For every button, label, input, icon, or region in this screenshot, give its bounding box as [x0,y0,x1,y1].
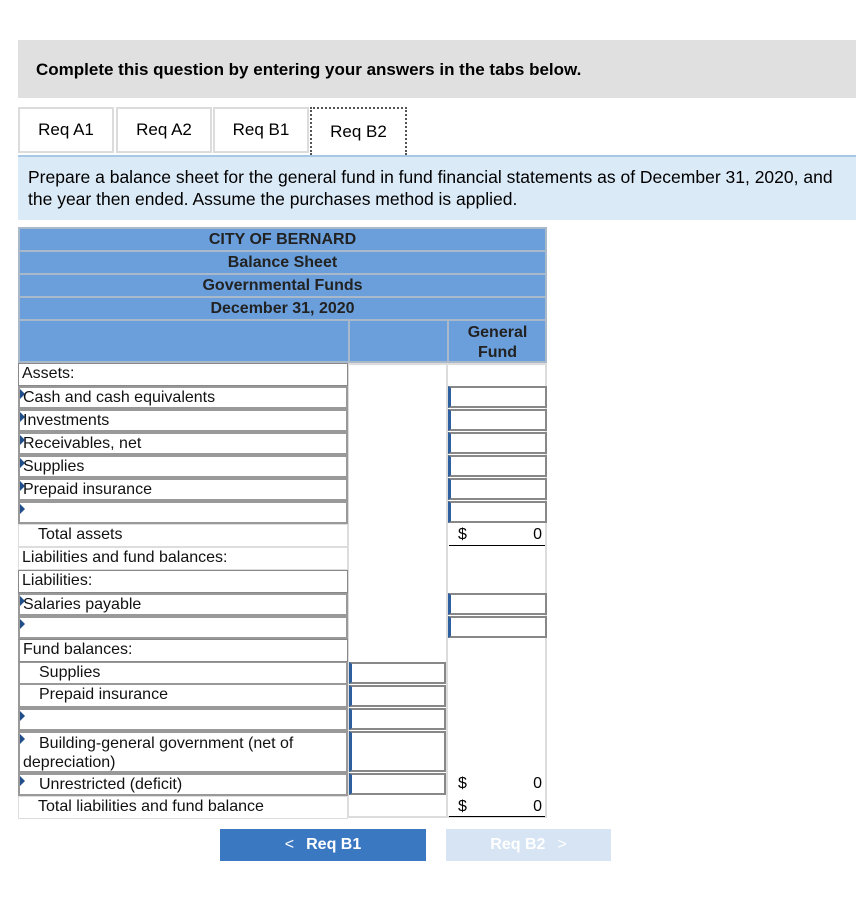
total-liab-value: 0 [533,798,542,815]
column-header-row [18,319,547,363]
blank-liability-amount-input[interactable] [448,616,547,638]
cash-amount-input[interactable] [448,386,547,408]
question-instructions: Prepare a balance sheet for the general fund in fund financial statements as of December 31, 2020, and the year then ended. Assume the purchases method is applied. [18,157,856,220]
investments-dropdown-marker [20,412,25,422]
blank-liability-dropdown-marker [20,619,25,629]
fb-prepaid-label: Prepaid insurance [18,685,348,708]
receivables-row-label[interactable]: Receivables, net [18,432,348,455]
blank-fund-row-label[interactable] [18,708,348,731]
tab-req-b2[interactable]: Req B2 [310,107,407,155]
statement-date: December 31, 2020 [18,296,547,321]
prev-req-label: Req B1 [306,836,362,853]
unrestricted-currency: $ [458,775,467,792]
tab-req-a1[interactable]: Req A1 [18,107,114,153]
next-req-label: Req B2 [490,836,546,853]
fb-supplies-label: Supplies [18,662,348,685]
unrestricted-amount-input[interactable] [349,773,446,795]
fund-balances-heading: Fund balances: [18,639,348,662]
total-assets-value: 0 [533,526,542,543]
blank-asset-row-label[interactable] [18,501,348,524]
prepaid-row-label[interactable]: Prepaid insurance [18,478,348,501]
liab-fund-heading: Liabilities and fund balances: [18,547,348,570]
fb-prepaid-amount-input[interactable] [349,685,446,707]
assets-heading: Assets: [18,363,348,386]
general-fund-header [450,323,545,363]
supplies-row-label[interactable]: Supplies [18,455,348,478]
tab-req-a2[interactable]: Req A2 [116,107,212,153]
prepaid-amount-input[interactable] [448,478,547,500]
building-amount-input[interactable] [349,731,446,772]
blank-fund-amount-input[interactable] [349,708,446,730]
investments-row-label[interactable]: Investments [18,409,348,432]
building-label-line-1: Building-general government (net of [39,735,294,752]
building-row-label[interactable] [18,731,348,773]
blank-asset-dropdown-marker [20,504,25,514]
unrestricted-value: 0 [533,775,542,792]
supplies-amount-input[interactable] [448,455,547,477]
statement-title: Balance Sheet [18,250,547,275]
blank-fund-dropdown-marker [20,711,25,721]
fb-supplies-amount-input[interactable] [349,662,446,684]
total-liab-underline [449,816,545,817]
cash-dropdown-marker [20,389,25,399]
investments-amount-input[interactable] [448,409,547,431]
blank-liability-row-label[interactable] [18,616,348,639]
salaries-amount-input[interactable] [448,593,547,615]
blank-asset-amount-input[interactable] [448,501,547,523]
total-liab-label: Total liabilities and fund balance [18,796,348,819]
building-label-line-2: depreciation) [23,754,116,771]
chevron-left-icon: < [284,836,295,853]
entity-name: CITY OF BERNARD [18,227,547,252]
instructions-header [18,40,856,98]
unrestricted-dropdown-marker [20,776,25,786]
column-header-line-1: General [467,324,528,341]
unrestricted-label: Unrestricted (deficit) [18,773,348,796]
salaries-dropdown-marker [20,596,25,606]
cash-row-label[interactable]: Cash and cash equivalents [18,386,348,409]
total-assets-underline [449,545,545,546]
building-dropdown-marker [20,734,25,744]
liabilities-heading: Liabilities: [18,570,348,593]
next-req-button[interactable] [446,829,611,861]
prepaid-dropdown-marker [20,481,25,491]
chevron-right-icon: > [557,836,567,853]
header-title: Complete this question by entering your answers in the tabs below. [36,60,582,79]
column-header-line-2: Fund [477,344,518,361]
prev-req-button[interactable] [220,829,426,861]
total-assets-currency: $ [458,526,467,543]
receivables-amount-input[interactable] [448,432,547,454]
total-assets-label: Total assets [18,524,348,547]
receivables-dropdown-marker [20,435,25,445]
supplies-dropdown-marker [20,458,25,468]
statement-subtitle: Governmental Funds [18,273,547,298]
salaries-row-label[interactable]: Salaries payable [18,593,348,616]
total-liab-currency: $ [458,798,467,815]
tab-req-b1[interactable]: Req B1 [213,107,309,153]
